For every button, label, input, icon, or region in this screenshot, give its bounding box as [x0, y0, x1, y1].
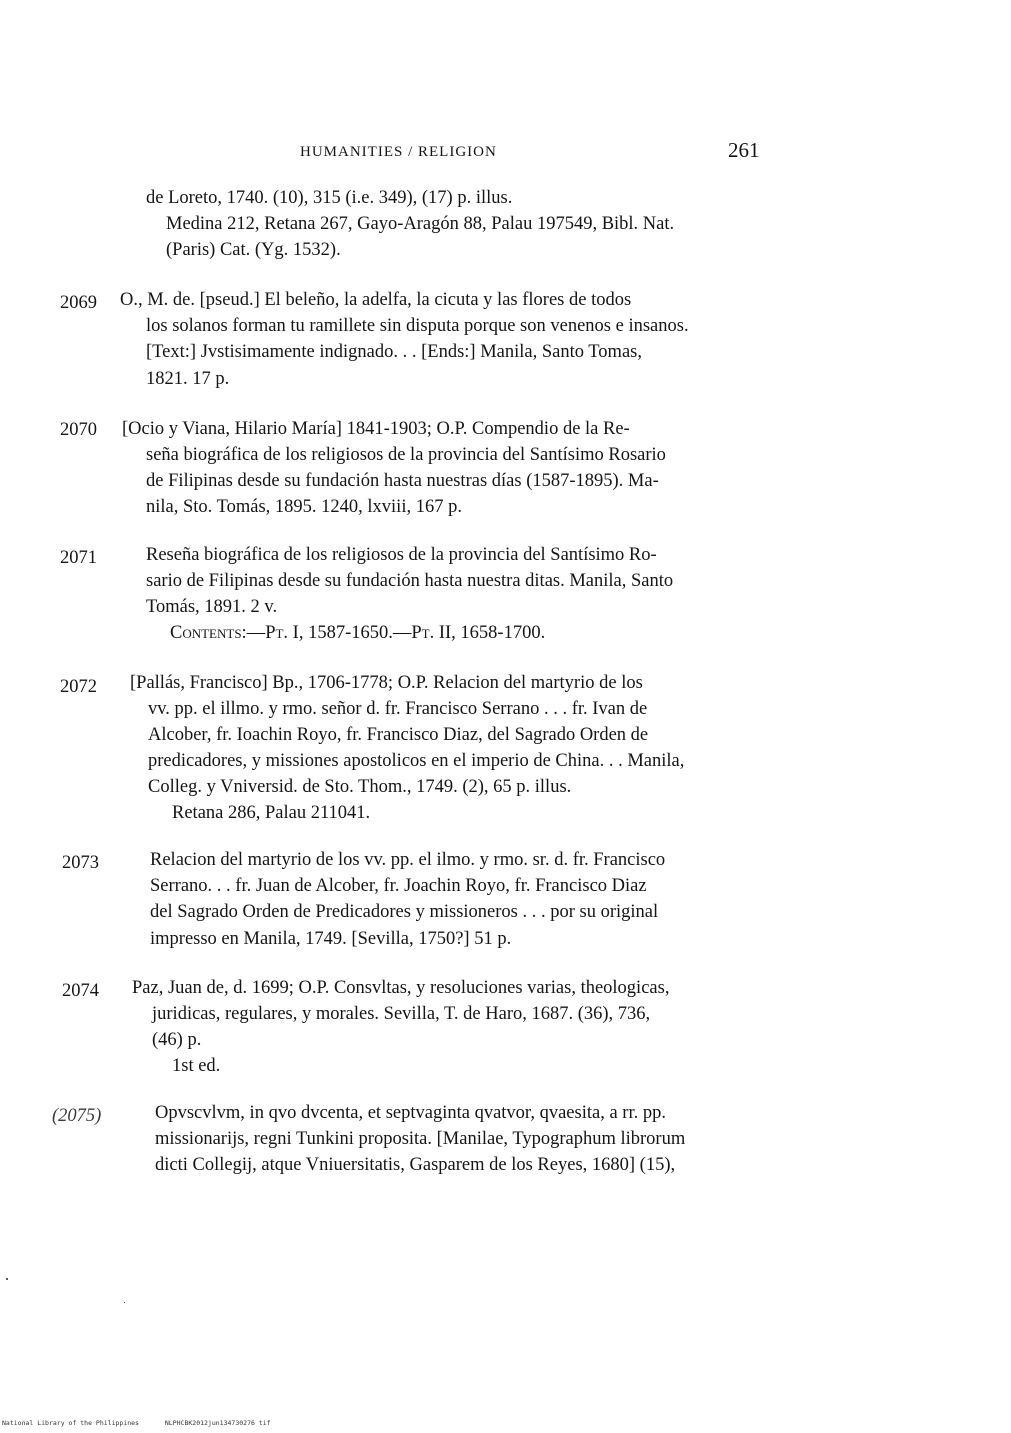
- footer-file-id: NLPHCBK2012jun134730276 tif: [164, 1419, 271, 1427]
- entry-line: impresso en Manila, 1749. [Sevilla, 1750?] 51 p.: [150, 929, 512, 949]
- scan-footer: [2, 1419, 293, 1427]
- entry-line: del Sagrado Orden de Predicadores y missioneros . . . por su original: [150, 902, 659, 922]
- entry-line: Colleg. y Vniversid. de Sto. Thom., 1749. (2), 65 p. illus.: [148, 777, 572, 797]
- entry-line: [Text:] Jvstisimamente indignado. . . [Ends:] Manila, Santo Tomas,: [146, 342, 642, 362]
- entry-number: (2075): [52, 1106, 102, 1126]
- running-head: [0, 138, 1011, 168]
- entry-line: juridicas, regulares, y morales. Sevilla, T. de Haro, 1687. (36), 736,: [152, 1004, 651, 1024]
- entry-line: [Pallás, Francisco] Bp., 1706-1778; O.P. Relacion del martyrio de los: [130, 673, 643, 693]
- entry-line: seña biográfica de los religiosos de la provincia del Santísimo Rosario: [146, 445, 666, 465]
- entry-line: Opvscvlvm, in qvo dvcenta, et septvaginta qvatvor, qvaesita, a rr. pp.: [155, 1103, 666, 1123]
- entry-line: missionarijs, regni Tunkini proposita. [Manilae, Typographum librorum: [155, 1129, 686, 1149]
- entry-line: 1821. 17 p.: [146, 369, 230, 389]
- entry-number: 2073: [62, 853, 99, 873]
- entry-line: (46) p.: [152, 1030, 202, 1050]
- entry-line: Tomás, 1891. 2 v.: [146, 597, 278, 617]
- entry-line: Paz, Juan de, d. 1699; O.P. Consvltas, y resoluciones varias, theologicas,: [132, 978, 670, 998]
- entry-line: 1st ed.: [172, 1056, 221, 1076]
- footer-library: National Library of the Philippines: [2, 1419, 139, 1427]
- entry-line: de Filipinas desde su fundación hasta nuestras días (1587-1895). Ma-: [146, 471, 659, 491]
- entry-line: Contents:—Pt. I, 1587-1650.—Pt. II, 1658-1700.: [170, 623, 546, 643]
- entry-line: sario de Filipinas desde su fundación hasta nuestra ditas. Manila, Santo: [146, 571, 674, 591]
- entry-line: predicadores, y missiones apostolicos en el imperio de China. . . Manila,: [148, 751, 685, 771]
- entry-line: vv. pp. el illmo. y rmo. señor d. fr. Francisco Serrano . . . fr. Ivan de: [148, 699, 648, 719]
- entry-number: 2074: [62, 981, 99, 1001]
- page-number: 261: [728, 138, 760, 162]
- section-title: HUMANITIES / RELIGION: [300, 144, 497, 160]
- entry-line: de Loreto, 1740. (10), 315 (i.e. 349), (17) p. illus.: [146, 188, 513, 208]
- entry-number: 2070: [60, 420, 97, 440]
- entry-line: (Paris) Cat. (Yg. 1532).: [166, 240, 341, 260]
- entry-line: Reseña biográfica de los religiosos de la provincia del Santísimo Ro-: [146, 545, 657, 565]
- entry-line: nila, Sto. Tomás, 1895. 1240, lxviii, 167 p.: [146, 497, 462, 517]
- entry-line: Medina 212, Retana 267, Gayo-Aragón 88, Palau 197549, Bibl. Nat.: [166, 214, 675, 234]
- entry-line: O., M. de. [pseud.] El beleño, la adelfa, la cicuta y las flores de todos: [120, 290, 632, 310]
- entry-line: los solanos forman tu ramillete sin disputa porque son venenos e insanos.: [146, 316, 689, 336]
- entry-line: dicti Collegij, atque Vniuersitatis, Gasparem de los Reyes, 1680] (15),: [155, 1155, 676, 1175]
- entry-line: Retana 286, Palau 211041.: [172, 803, 371, 823]
- entry-number: 2069: [60, 293, 97, 313]
- entry-line: [Ocio y Viana, Hilario María] 1841-1903; O.P. Compendio de la Re-: [122, 419, 630, 439]
- entry-number: 2071: [60, 548, 97, 568]
- scan-speck: [124, 1302, 125, 1303]
- scan-speck: [6, 1278, 8, 1280]
- entry-number: 2072: [60, 677, 97, 697]
- entry-line: Relacion del martyrio de los vv. pp. el ilmo. y rmo. sr. d. fr. Francisco: [150, 850, 666, 870]
- entry-line: Alcober, fr. Ioachin Royo, fr. Francisco Diaz, del Sagrado Orden de: [148, 725, 649, 745]
- entry-line: Serrano. . . fr. Juan de Alcober, fr. Joachin Royo, fr. Francisco Diaz: [150, 876, 647, 896]
